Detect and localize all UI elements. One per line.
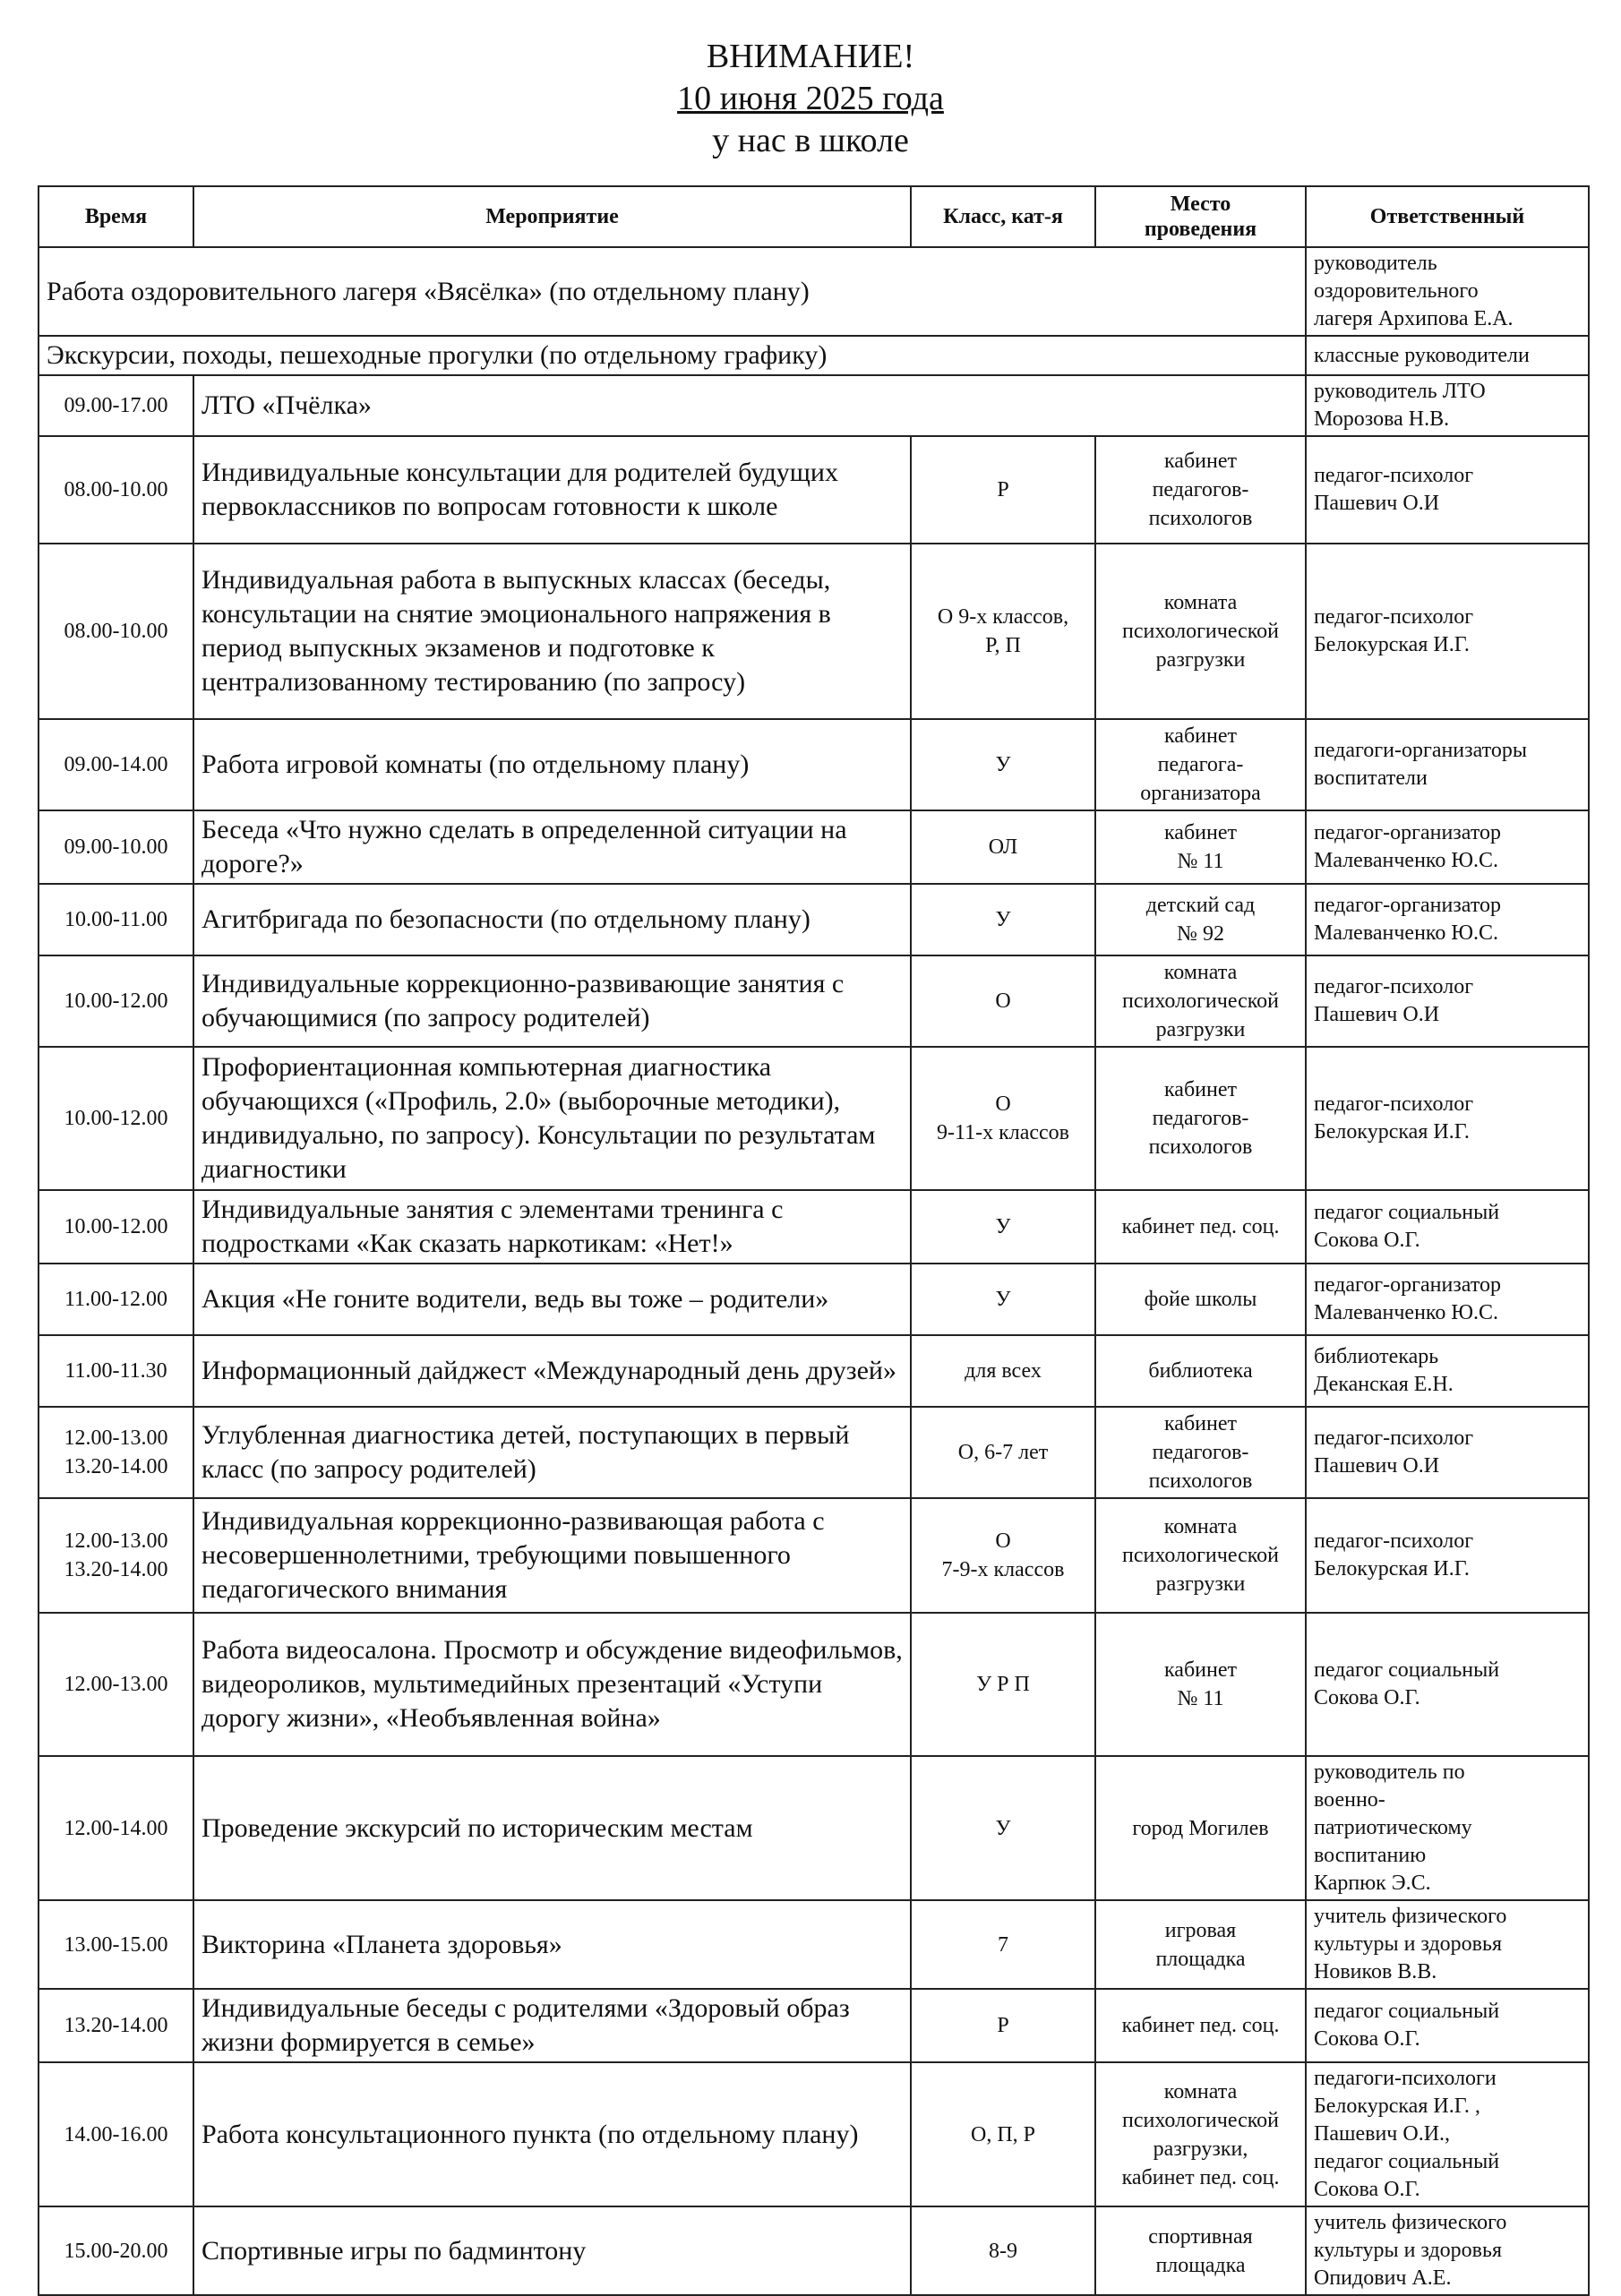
event-cell: Спортивные игры по бадминтону xyxy=(193,2206,911,2295)
class-cell: О 9-х классов, Р, П xyxy=(911,544,1095,719)
time-cell: 12.00-13.00 xyxy=(39,1613,193,1756)
event-cell: Работа игровой комнаты (по отдельному плану) xyxy=(193,719,911,810)
table-row xyxy=(39,884,1589,955)
time-cell: 15.00-20.00 xyxy=(39,2206,193,2295)
event-cell: Индивидуальные консультации для родителей будущих первоклассников по вопросам готовности к школе xyxy=(193,436,911,544)
event-cell: Индивидуальные коррекционно-развивающие занятия с обучающимися (по запросу родителей) xyxy=(193,955,911,1047)
event-cell: Беседа «Что нужно сделать в определенной ситуации на дороге?» xyxy=(193,810,911,884)
place-cell: комната психологической разгрузки xyxy=(1095,955,1306,1047)
attention-heading: ВНИМАНИЕ! xyxy=(706,38,915,75)
class-cell: О, П, Р xyxy=(911,2062,1095,2206)
place-cell: игровая площадка xyxy=(1095,1900,1306,1989)
table-row xyxy=(39,436,1589,544)
place-cell: спортивная площадка xyxy=(1095,2206,1306,2295)
column-header-class: Класс, кат-я xyxy=(911,186,1095,247)
class-cell: О, 6-7 лет xyxy=(911,1407,1095,1498)
responsible-cell: классные руководители xyxy=(1306,336,1589,375)
time-cell: 10.00-11.00 xyxy=(39,884,193,955)
class-cell: О xyxy=(911,955,1095,1047)
subtitle-heading: у нас в школе xyxy=(712,122,909,159)
place-cell: комната психологической разгрузки, кабинет пед. соц. xyxy=(1095,2062,1306,2206)
place-cell: кабинет педагога- организатора xyxy=(1095,719,1306,810)
responsible-cell: педагог-психолог Пашевич О.И xyxy=(1306,1407,1589,1498)
page-header xyxy=(0,36,1621,162)
table-row xyxy=(39,375,1589,436)
responsible-cell: педагог-организатор Малеванченко Ю.С. xyxy=(1306,810,1589,884)
responsible-cell: педагог социальный Сокова О.Г. xyxy=(1306,1613,1589,1756)
table-row xyxy=(39,1407,1589,1498)
table-row xyxy=(39,719,1589,810)
place-cell: фойе школы xyxy=(1095,1264,1306,1335)
time-cell: 10.00-12.00 xyxy=(39,955,193,1047)
event-cell: Проведение экскурсий по историческим местам xyxy=(193,1756,911,1900)
responsible-cell: учитель физического культуры и здоровья Опидович А.Е. xyxy=(1306,2206,1589,2295)
class-cell: О 7-9-х классов xyxy=(911,1498,1095,1613)
event-cell: Информационный дайджест «Международный день друзей» xyxy=(193,1335,911,1407)
class-cell: для всех xyxy=(911,1335,1095,1407)
time-cell: 12.00-14.00 xyxy=(39,1756,193,1900)
time-cell: 14.00-16.00 xyxy=(39,2062,193,2206)
responsible-cell: педагоги-организаторы воспитатели xyxy=(1306,719,1589,810)
table-row xyxy=(39,1264,1589,1335)
class-cell: 8-9 xyxy=(911,2206,1095,2295)
place-cell: кабинет пед. соц. xyxy=(1095,1989,1306,2062)
column-header-time: Время xyxy=(39,186,193,247)
table-row xyxy=(39,2062,1589,2206)
place-cell: кабинет педагогов- психологов xyxy=(1095,436,1306,544)
event-cell: Акция «Не гоните водители, ведь вы тоже – родители» xyxy=(193,1264,911,1335)
time-cell: 13.00-15.00 xyxy=(39,1900,193,1989)
event-cell: Работа оздоровительного лагеря «Вясёлка» (по отдельному плану) xyxy=(39,247,1306,336)
responsible-cell: педагог-психолог Пашевич О.И xyxy=(1306,955,1589,1047)
time-cell: 11.00-11.30 xyxy=(39,1335,193,1407)
place-cell: комната психологической разгрузки xyxy=(1095,544,1306,719)
responsible-cell: педагог-психолог Белокурская И.Г. xyxy=(1306,544,1589,719)
place-cell: кабинет педагогов- психологов xyxy=(1095,1047,1306,1190)
table-row xyxy=(39,955,1589,1047)
table-row xyxy=(39,1335,1589,1407)
table-row xyxy=(39,1989,1589,2062)
table-row xyxy=(39,810,1589,884)
date-heading: 10 июня 2025 года xyxy=(677,80,944,117)
time-cell: 10.00-12.00 xyxy=(39,1047,193,1190)
place-cell: кабинет № 11 xyxy=(1095,810,1306,884)
responsible-cell: руководитель по военно- патриотическому воспитанию Карпюк Э.С. xyxy=(1306,1756,1589,1900)
event-cell: Индивидуальная работа в выпускных классах (беседы, консультации на снятие эмоционального напряжения в период выпускных экзаменов и подготовке к централизованному тестированию (по запросу) xyxy=(193,544,911,719)
event-cell: Работа консультационного пункта (по отдельному плану) xyxy=(193,2062,911,2206)
place-cell: кабинет педагогов- психологов xyxy=(1095,1407,1306,1498)
time-cell: 11.00-12.00 xyxy=(39,1264,193,1335)
event-cell: Углубленная диагностика детей, поступающих в первый класс (по запросу родителей) xyxy=(193,1407,911,1498)
place-cell: город Могилев xyxy=(1095,1756,1306,1900)
time-cell: 09.00-14.00 xyxy=(39,719,193,810)
responsible-cell: педагог-организатор Малеванченко Ю.С. xyxy=(1306,884,1589,955)
responsible-cell: педагог-психолог Белокурская И.Г. xyxy=(1306,1498,1589,1613)
class-cell: У xyxy=(911,1190,1095,1264)
event-cell: Профориентационная компьютерная диагностика обучающихся («Профиль, 2.0» (выборочные методики), индивидуально, по запросу). Консультации по результатам диагностики xyxy=(193,1047,911,1190)
responsible-cell: педагог-психолог Белокурская И.Г. xyxy=(1306,1047,1589,1190)
table-body xyxy=(39,247,1589,2295)
time-cell: 08.00-10.00 xyxy=(39,436,193,544)
place-cell: детский сад № 92 xyxy=(1095,884,1306,955)
event-cell: ЛТО «Пчёлка» xyxy=(193,375,1306,436)
event-cell: Викторина «Планета здоровья» xyxy=(193,1900,911,1989)
table-row xyxy=(39,1498,1589,1613)
class-cell: Р xyxy=(911,436,1095,544)
event-cell: Работа видеосалона. Просмотр и обсуждение видеофильмов, видеороликов, мультимедийных презентаций «Уступи дорогу жизни», «Необъявленная война» xyxy=(193,1613,911,1756)
table-row xyxy=(39,1047,1589,1190)
event-cell: Индивидуальные беседы с родителями «Здоровый образ жизни формируется в семье» xyxy=(193,1989,911,2062)
class-cell: У Р П xyxy=(911,1613,1095,1756)
class-cell: У xyxy=(911,1264,1095,1335)
responsible-cell: педагоги-психологи Белокурская И.Г. , Пашевич О.И., педагог социальный Сокова О.Г. xyxy=(1306,2062,1589,2206)
responsible-cell: педагог-психолог Пашевич О.И xyxy=(1306,436,1589,544)
table-row xyxy=(39,1613,1589,1756)
class-cell: У xyxy=(911,884,1095,955)
responsible-cell: руководитель ЛТО Морозова Н.В. xyxy=(1306,375,1589,436)
table-row xyxy=(39,1900,1589,1989)
schedule-table xyxy=(38,185,1590,2296)
event-cell: Индивидуальные занятия с элементами тренинга с подростками «Как сказать наркотикам: «Нет!» xyxy=(193,1190,911,1264)
class-cell: Р xyxy=(911,1989,1095,2062)
table-row xyxy=(39,2206,1589,2295)
place-cell: библиотека xyxy=(1095,1335,1306,1407)
time-cell: 08.00-10.00 xyxy=(39,544,193,719)
time-cell: 12.00-13.00 13.20-14.00 xyxy=(39,1407,193,1498)
class-cell: ОЛ xyxy=(911,810,1095,884)
table-row xyxy=(39,1190,1589,1264)
table-header-row xyxy=(39,186,1589,247)
responsible-cell: педагог социальный Сокова О.Г. xyxy=(1306,1989,1589,2062)
class-cell: У xyxy=(911,719,1095,810)
column-header-event: Мероприятие xyxy=(193,186,911,247)
event-cell: Индивидуальная коррекционно-развивающая работа с несовершеннолетними, требующими повышенного педагогического внимания xyxy=(193,1498,911,1613)
place-cell: комната психологической разгрузки xyxy=(1095,1498,1306,1613)
time-cell: 09.00-17.00 xyxy=(39,375,193,436)
time-cell: 12.00-13.00 13.20-14.00 xyxy=(39,1498,193,1613)
time-cell: 13.20-14.00 xyxy=(39,1989,193,2062)
class-cell: 7 xyxy=(911,1900,1095,1989)
column-header-responsible: Ответственный xyxy=(1306,186,1589,247)
table-row xyxy=(39,247,1589,336)
responsible-cell: библиотекарь Деканская Е.Н. xyxy=(1306,1335,1589,1407)
column-header-place: Место проведения xyxy=(1095,186,1306,247)
responsible-cell: педагог социальный Сокова О.Г. xyxy=(1306,1190,1589,1264)
place-cell: кабинет № 11 xyxy=(1095,1613,1306,1756)
table-row xyxy=(39,1756,1589,1900)
responsible-cell: учитель физического культуры и здоровья Новиков В.В. xyxy=(1306,1900,1589,1989)
responsible-cell: педагог-организатор Малеванченко Ю.С. xyxy=(1306,1264,1589,1335)
table-row xyxy=(39,544,1589,719)
class-cell: О 9-11-х классов xyxy=(911,1047,1095,1190)
time-cell: 10.00-12.00 xyxy=(39,1190,193,1264)
responsible-cell: руководитель оздоровительного лагеря Архипова Е.А. xyxy=(1306,247,1589,336)
place-cell: кабинет пед. соц. xyxy=(1095,1190,1306,1264)
table-row xyxy=(39,336,1589,375)
class-cell: У xyxy=(911,1756,1095,1900)
time-cell: 09.00-10.00 xyxy=(39,810,193,884)
event-cell: Агитбригада по безопасности (по отдельному плану) xyxy=(193,884,911,955)
event-cell: Экскурсии, походы, пешеходные прогулки (по отдельному графику) xyxy=(39,336,1306,375)
